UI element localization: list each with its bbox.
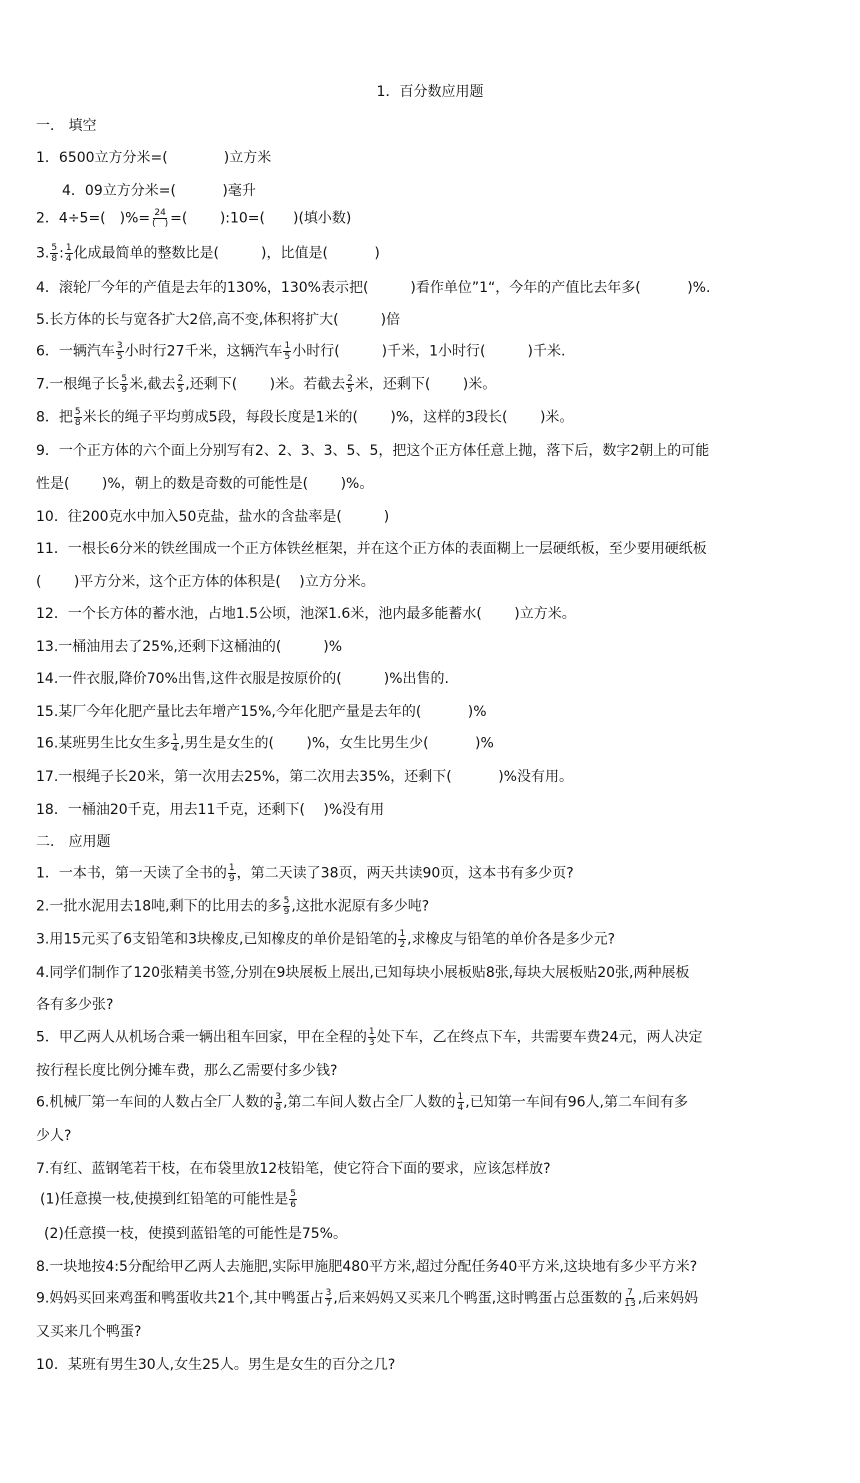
p2-fraction: $\frac{5}{9}$ xyxy=(283,896,290,917)
q7-fraction-3: $\frac{2}{5}$ xyxy=(347,374,353,395)
question-2 xyxy=(36,208,351,229)
q3-text: 化成最简单的整数比是( )，比值是( ) xyxy=(73,245,380,262)
problem-5: 5．甲乙两人从机场合乘一辆出租车回家，甲在全程的 $\frac{1}{3}$ 处下车，乙在终点下车，共需要车费24元，两人决定 xyxy=(36,1027,703,1048)
q6-fraction-1: $\frac{3}{5}$ xyxy=(116,341,123,362)
problem-7-part-2: (2)任意摸一枝，使摸到蓝铅笔的可能性是75%。 xyxy=(44,1226,347,1242)
question-7: 7.一根绳子长 $\frac{5}{9}$ 米,截去 $\frac{2}{5}$ ,还剩下( )米。若截去 $\frac{2}{5}$ 米，还剩下( )米。 xyxy=(36,374,497,395)
q7-fraction-2: $\frac{2}{5}$ xyxy=(177,374,184,395)
problem-9: 9.妈妈买回来鸡蛋和鸭蛋收共21个,其中鸭蛋占 $\frac{3}{7}$ ,后来妈妈又买来几个鸭蛋,这时鸭蛋占总蛋数的 $\frac{7}{13}$ ,后来妈妈 xyxy=(36,1288,699,1309)
question-4: 4．滚轮厂今年的产值是去年的130%，130%表示把( )看作单位”1“，今年的产值比去年多( )%. xyxy=(36,280,711,296)
question-12: 12．一个长方体的蓄水池，占地1.5公顷，池深1.6米，池内最多能蓄水( )立方米。 xyxy=(36,606,576,622)
q8-fraction: $\frac{5}{8}$ xyxy=(74,407,81,428)
question-10: 10．往200克水中加入50克盐，盐水的含盐率是( ) xyxy=(36,509,390,525)
question-16: 16.某班男生比女生多 $\frac{1}{4}$ ,男生是女生的( )%，女生比男生少( )% xyxy=(36,733,494,754)
q3-fraction-2: $\frac{1}{4}$ xyxy=(65,243,72,264)
question-14: 14.一件衣服,降价70%出售,这件衣服是按原价的( )%出售的. xyxy=(36,671,449,687)
problem-5b: 按行程长度比例分摊车费，那么乙需要付多少钱? xyxy=(36,1063,338,1079)
question-5: 5.长方体的长与宽各扩大2倍,高不变,体积将扩大( )倍 xyxy=(36,312,401,328)
p6-fraction-1: $\frac{3}{8}$ xyxy=(275,1092,282,1113)
question-6: 6．一辆汽车 $\frac{3}{5}$ 小时行27千米，这辆汽车 $\frac{1}{5}$ 小时行( )千米，1小时行( )千米. xyxy=(36,341,566,362)
p5-fraction: $\frac{1}{3}$ xyxy=(368,1027,375,1048)
problem-7: 7.有红、蓝钢笔若干枝，在布袋里放12枝铅笔，使它符合下面的要求，应该怎样放? xyxy=(36,1161,551,1177)
question-1a: 1．6500立方分米=( )立方米 xyxy=(36,150,272,166)
question-9a: 9．一个正方体的六个面上分别写有2、2、3、3、5、5，把这个正方体任意上抛，落下后，数字2朝上的可能 xyxy=(36,443,710,459)
problem-3: 3.用15元买了6支铅笔和3块橡皮,已知橡皮的单价是铅笔的 $\frac{1}{2}$ ,求橡皮与铅笔的单价各是多少元? xyxy=(36,929,616,950)
problem-1: 1．一本书，第一天读了全书的 $\frac{1}{9}$ ，第二天读了38页，两天共读90页，这本书有多少页? xyxy=(36,863,574,884)
question-3: 3. $\frac{5}{8}$ : $\frac{1}{4}$ 化成最简单的整数比是( )，比值是( ) xyxy=(36,243,380,264)
problem-6b: 少人? xyxy=(36,1128,72,1144)
q2-text-a: 2．4÷5=( )%= xyxy=(36,210,151,227)
question-13: 13.一桶油用去了25%,还剩下这桶油的( )% xyxy=(36,639,343,655)
problem-2: 2.一批水泥用去18吨,剩下的比用去的多 $\frac{5}{9}$ ,这批水泥原有多少吨? xyxy=(36,896,430,917)
question-11a: 11．一根长6分米的铁丝围成一个正方体铁丝框架，并在这个正方体的表面糊上一层硬纸板，至少要用硬纸板 xyxy=(36,541,707,557)
p7-1-fraction: $\frac{5}{6}$ xyxy=(290,1189,297,1210)
p9-fraction-2: $\frac{7}{13}$ xyxy=(624,1288,636,1309)
question-18: 18．一桶油20千克，用去11千克，还剩下( )%没有用 xyxy=(36,802,385,818)
q6-fraction-2: $\frac{1}{5}$ xyxy=(284,341,291,362)
question-15: 15.某厂今年化肥产量比去年增产15%,今年化肥产量是去年的( )% xyxy=(36,704,487,720)
p1-fraction: $\frac{1}{9}$ xyxy=(228,863,235,884)
q2-fraction: $\frac{24}{( )}$ xyxy=(152,208,169,229)
p9-fraction-1: $\frac{3}{7}$ xyxy=(325,1288,332,1309)
question-9b: 性是( )%，朝上的数是奇数的可能性是( )%。 xyxy=(36,476,374,492)
q2-text-b: =( ):10=( )(填小数) xyxy=(170,210,352,227)
section-heading-word-problems: 二． 应用题 xyxy=(36,834,111,850)
problem-9b: 又买来几个鸭蛋? xyxy=(36,1324,142,1340)
section-heading-fill-in: 一． 填空 xyxy=(36,118,97,134)
problem-10: 10．某班有男生30人,女生25人。男生是女生的百分之几? xyxy=(36,1357,396,1373)
page-title: 1．百分数应用题 xyxy=(376,84,484,100)
problem-6: 6.机械厂第一车间的人数占全厂人数的 $\frac{3}{8}$ ,第二车间人数占全厂人数的 $\frac{1}{4}$ ,已知第一车间有96人,第二车间有多 xyxy=(36,1092,688,1113)
problem-4a: 4.同学们制作了120张精美书签,分别在9块展板上展出,已知每块小展板贴8张,每块大展板贴20张,两种展板 xyxy=(36,965,690,981)
p6-fraction-2: $\frac{1}{4}$ xyxy=(457,1092,464,1113)
problem-4b: 各有多少张? xyxy=(36,997,114,1013)
q16-fraction: $\frac{1}{4}$ xyxy=(172,733,178,754)
question-17: 17.一根绳子长20米，第一次用去25%，第二次用去35%，还剩下( )%没有用。 xyxy=(36,769,573,785)
question-8: 8．把 $\frac{5}{8}$ 米长的绳子平均剪成5段，每段长度是1米的( )%，这样的3段长( )米。 xyxy=(36,407,574,428)
question-11b: ( )平方分米，这个正方体的体积是( )立方分米。 xyxy=(36,574,375,590)
q3-fraction-1: $\frac{5}{8}$ xyxy=(51,243,58,264)
q7-fraction-1: $\frac{5}{9}$ xyxy=(121,374,128,395)
p3-fraction: $\frac{1}{2}$ xyxy=(399,929,406,950)
problem-8: 8.一块地按4:5分配给甲乙两人去施肥,实际甲施肥480平方米,超过分配任务40平方米,这块地有多少平方米? xyxy=(36,1259,698,1275)
question-1b: 4．09立方分米=( )毫升 xyxy=(62,183,256,199)
problem-7-part-1: (1)任意摸一枝,使摸到红铅笔的可能性是 $\frac{5}{6}$ xyxy=(40,1189,297,1210)
